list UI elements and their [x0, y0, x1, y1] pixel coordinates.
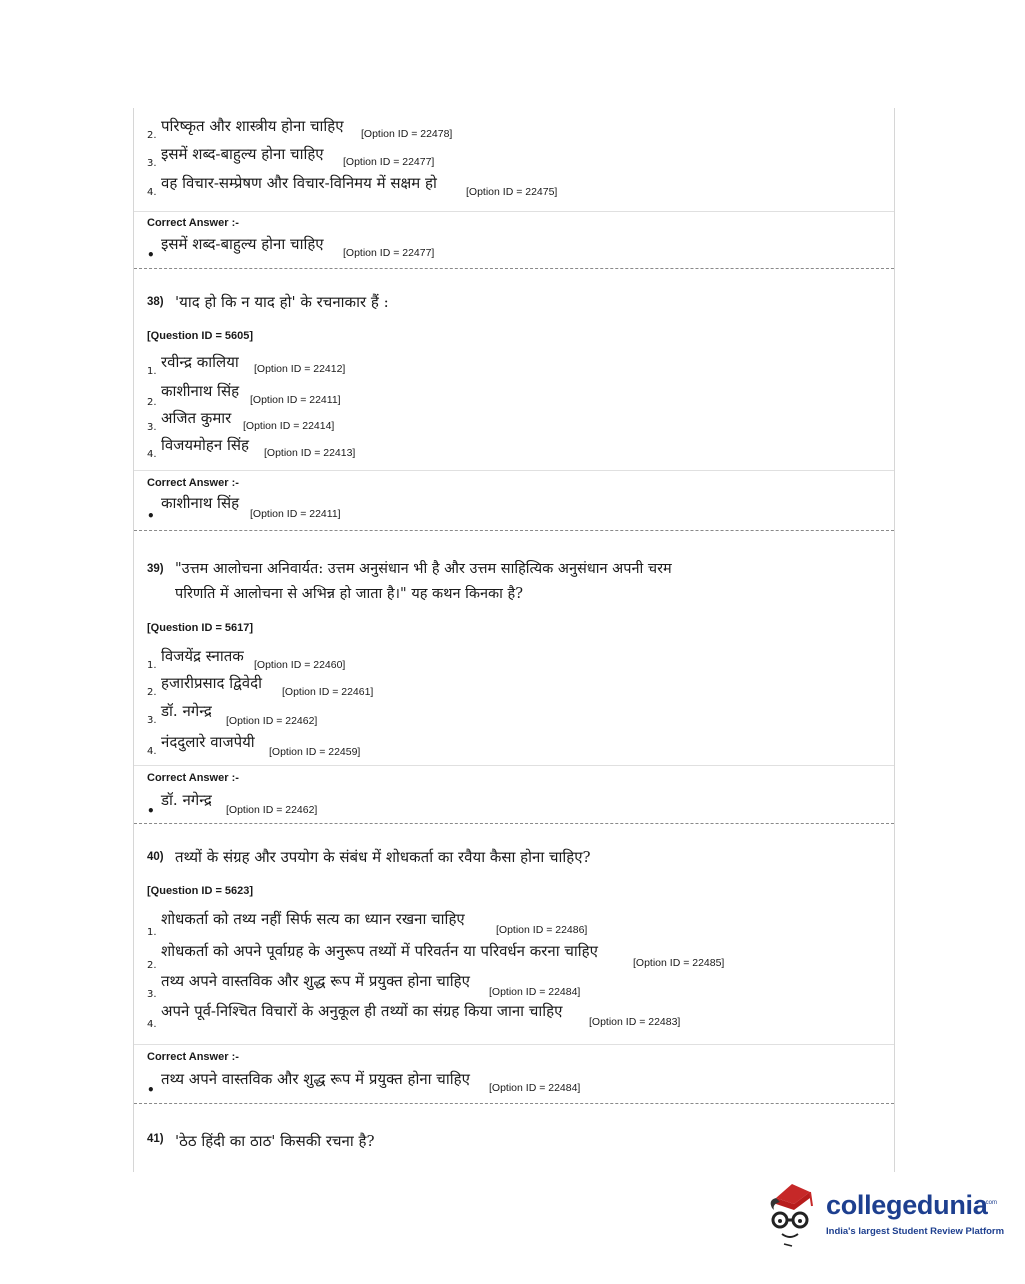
question-paper-page	[133, 108, 895, 1172]
answer-text: इसमें शब्द-बाहुल्य होना चाहिए	[161, 235, 324, 253]
answer-option-id: [Option ID = 22462]	[226, 804, 318, 816]
option-id: [Option ID = 22461]	[282, 686, 374, 698]
question-separator	[134, 530, 894, 531]
question-separator	[134, 823, 894, 824]
option-id: [Option ID = 22462]	[226, 715, 318, 727]
option-id: [Option ID = 22459]	[269, 746, 361, 758]
option-number: 2.	[147, 960, 157, 971]
option-text: वह विचार-सम्प्रेषण और विचार-विनिमय में सक्षम हो	[161, 174, 437, 192]
option-number: 3.	[147, 715, 157, 726]
option-id: [Option ID = 22478]	[361, 128, 453, 140]
question-separator	[134, 1103, 894, 1104]
option-number: 3.	[147, 422, 157, 433]
divider	[134, 1044, 894, 1045]
question-text-line-2: परिणति में आलोचना से अभिन्न हो जाता है।" यह कथन किनका है?	[175, 586, 524, 602]
brand-tagline: India's largest Student Review Platform	[826, 1226, 1005, 1237]
option-number: 3.	[147, 989, 157, 1000]
question-text-line-1: "उत्तम आलोचना अनिवार्यत: उत्तम अनुसंधान भी है और उत्तम साहित्यिक अनुसंधान अपनी चरम	[175, 561, 672, 577]
option-text: शोधकर्ता को अपने पूर्वाग्रह के अनुरूप तथ्यों में परिवर्तन या परिवर्धन करना चाहिए	[161, 942, 598, 960]
bullet: •	[147, 804, 155, 818]
option-id: [Option ID = 22475]	[466, 186, 558, 198]
option-text: विजयेंद्र स्नातक	[161, 647, 244, 665]
question-number: 39)	[147, 563, 164, 575]
divider	[134, 765, 894, 766]
option-number: 4.	[147, 746, 157, 757]
option-number: 2.	[147, 130, 157, 141]
option-text: नंददुलारे वाजपेयी	[161, 733, 255, 751]
option-number: 2.	[147, 397, 157, 408]
option-text: अजित कुमार	[161, 409, 232, 427]
option-text: शोधकर्ता को तथ्य नहीं सिर्फ सत्य का ध्यान रखना चाहिए	[161, 910, 465, 928]
option-text: डॉ. नगेन्द्र	[161, 702, 212, 720]
mascot-icon	[766, 1178, 828, 1248]
option-number: 4.	[147, 187, 157, 198]
correct-answer-label: Correct Answer :-	[147, 1051, 239, 1063]
option-number: 1.	[147, 660, 157, 671]
option-id: [Option ID = 22413]	[264, 447, 356, 459]
option-id: [Option ID = 22483]	[589, 1016, 681, 1028]
option-id: [Option ID = 22411]	[250, 394, 341, 406]
option-id: [Option ID = 22412]	[254, 363, 346, 375]
option-text: तथ्य अपने वास्तविक और शुद्ध रूप में प्रयुक्त होना चाहिए	[161, 972, 470, 990]
option-text: परिष्कृत और शास्त्रीय होना चाहिए	[161, 117, 344, 135]
answer-option-id: [Option ID = 22477]	[343, 247, 435, 259]
option-id: [Option ID = 22414]	[243, 420, 335, 432]
option-id: [Option ID = 22460]	[254, 659, 346, 671]
question-number: 40)	[147, 851, 164, 863]
bullet: •	[147, 1083, 155, 1097]
option-text: काशीनाथ सिंह	[161, 382, 240, 400]
question-text: 'याद हो कि न याद हो' के रचनाकार हैं :	[175, 293, 389, 311]
collegedunia-logo	[766, 1178, 1005, 1248]
answer-text: डॉ. नगेन्द्र	[161, 791, 212, 809]
option-number: 4.	[147, 449, 157, 460]
option-number: 2.	[147, 687, 157, 698]
answer-text: काशीनाथ सिंह	[161, 494, 240, 512]
option-id: [Option ID = 22477]	[343, 156, 435, 168]
question-id: [Question ID = 5623]	[147, 885, 254, 897]
question-number: 41)	[147, 1133, 164, 1145]
answer-option-id: [Option ID = 22411]	[250, 508, 341, 520]
option-number: 1.	[147, 366, 157, 377]
option-text: इसमें शब्द-बाहुल्य होना चाहिए	[161, 145, 324, 163]
question-number: 38)	[147, 296, 164, 308]
divider	[134, 470, 894, 471]
question-separator	[134, 268, 894, 269]
option-text: अपने पूर्व-निश्चित विचारों के अनुकूल ही तथ्यों का संग्रह किया जाना चाहिए	[161, 1002, 563, 1020]
brand-name: collegedunia	[826, 1190, 988, 1220]
option-text: रवीन्द्र कालिया	[161, 353, 239, 371]
option-text: विजयमोहन सिंह	[161, 436, 249, 454]
question-id: [Question ID = 5605]	[147, 330, 254, 342]
divider	[134, 211, 894, 212]
correct-answer-label: Correct Answer :-	[147, 772, 239, 784]
answer-option-id: [Option ID = 22484]	[489, 1082, 581, 1094]
option-id: [Option ID = 22486]	[496, 924, 588, 936]
bullet: •	[147, 509, 155, 523]
question-id: [Question ID = 5617]	[147, 622, 254, 634]
option-number: 1.	[147, 927, 157, 938]
option-number: 4.	[147, 1019, 157, 1030]
bullet: •	[147, 248, 155, 262]
correct-answer-label: Correct Answer :-	[147, 477, 239, 489]
option-id: [Option ID = 22485]	[633, 957, 725, 969]
question-text: तथ्यों के संग्रह और उपयोग के संबंध में शोधकर्ता का रवैया कैसा होना चाहिए?	[175, 848, 591, 866]
correct-answer-label: Correct Answer :-	[147, 217, 239, 229]
brand-domain: .com	[984, 1200, 998, 1206]
option-id: [Option ID = 22484]	[489, 986, 581, 998]
option-number: 3.	[147, 158, 157, 169]
answer-text: तथ्य अपने वास्तविक और शुद्ध रूप में प्रयुक्त होना चाहिए	[161, 1070, 470, 1088]
question-text: 'ठेठ हिंदी का ठाठ' किसकी रचना है?	[175, 1132, 375, 1150]
option-text: हजारीप्रसाद द्विवेदी	[161, 674, 262, 692]
